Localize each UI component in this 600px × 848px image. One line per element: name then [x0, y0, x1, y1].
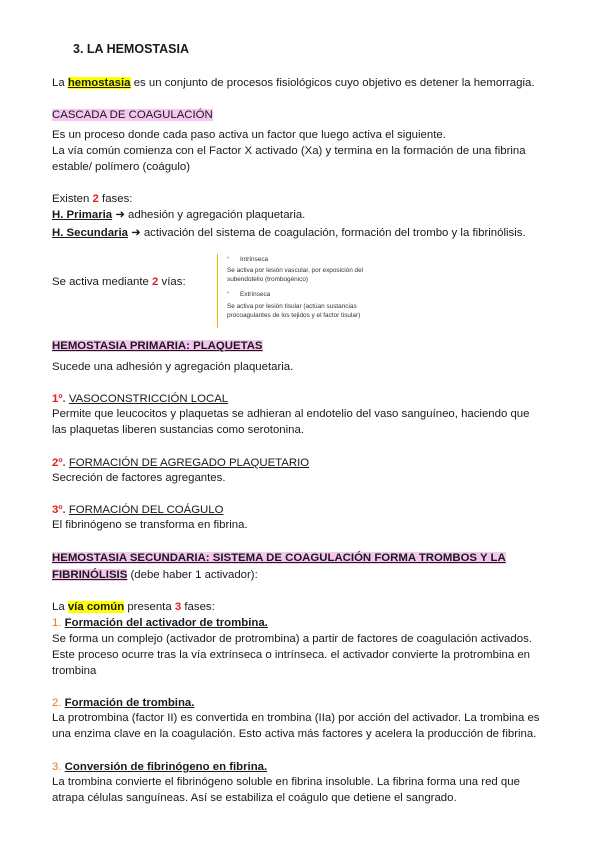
routes-count: 2 [152, 276, 159, 288]
step-1-title: VASOCONSTRICCIÓN LOCAL [68, 393, 229, 405]
step-1-number: 1º. [52, 393, 66, 405]
fase-2-line-2: una enzima clave en la coagulación. Esto activa más factores y acelera la producción de fibrina. [52, 728, 537, 740]
secundaria-heading-text-2: FIBRINÓLISIS [52, 569, 128, 581]
secundaria-heading-post: (debe haber 1 activador): [127, 569, 258, 581]
step-3-heading [52, 503, 223, 518]
step-1-line-2: las plaquetas liberen sustancias como serotonina. [52, 424, 305, 436]
cascade-line-3: estable/ polímero (coágulo) [52, 161, 191, 173]
step-3-number: 3º. [52, 504, 66, 516]
fase-1-line-1: Se forma un complejo (activador de protrombina) a partir de factores de coagulación activados. [52, 633, 532, 645]
phases-post: fases: [98, 193, 133, 205]
primaria-heading-text: HEMOSTASIA PRIMARIA: PLAQUETAS [52, 340, 263, 352]
routes-pre: Se activa mediante [52, 276, 153, 288]
cascade-heading [52, 108, 213, 123]
step-2-heading [52, 456, 309, 471]
intrinseca-title: Intrínseca [240, 256, 269, 263]
step-2-number: 2º. [52, 457, 66, 469]
page-title: 3. LA HEMOSTASIA [73, 42, 189, 56]
extrinseca-bullet-icon: • [227, 290, 230, 297]
primaria-heading [52, 339, 263, 354]
fase-1-line-3: trombina [52, 665, 97, 677]
routes-post: vías: [158, 276, 186, 288]
step-1-line-1: Permite que leucocitos y plaquetas se adhieran al endotelio del vaso sanguíneo, haciendo que [52, 408, 530, 420]
step-3-title: FORMACIÓN DEL COÁGULO [68, 504, 224, 516]
cascade-heading-text: CASCADA DE COAGULACIÓN [52, 109, 213, 121]
via-pre: La [52, 601, 68, 613]
fase-2-number: 2. [52, 697, 62, 709]
intro-post: es un conjunto de procesos fisiológicos cuyo objetivo es detener la hemorragia. [130, 77, 535, 89]
phase-secundaria-text: ➜ activación del sistema de coagulación, formación del trombo y la fibrinólisis. [127, 227, 526, 239]
fase-3-number: 3. [52, 761, 62, 773]
phase-primaria-line [52, 208, 305, 223]
routes-line [52, 275, 186, 290]
primaria-intro: Sucede una adhesión y agregación plaquetaria. [52, 361, 294, 373]
via-comun-term: vía común [67, 601, 125, 613]
intrinseca-bullet-icon: • [227, 255, 230, 262]
extrinseca-line-1: Se activa por lesión tisular (actúan sustancias [227, 303, 357, 310]
secundaria-heading-text-1: HEMOSTASIA SECUNDARIA: SISTEMA DE COAGULACIÓN FORMA TROMBOS Y LA [52, 552, 506, 564]
via-count: 3 [174, 601, 182, 613]
fase-2-line-1: La protrombina (factor II) es convertida en trombina (IIa) por acción del activador. La trombina es [52, 712, 540, 724]
phases-pre: Existen [52, 193, 93, 205]
fase-3-line-1: La trombina convierte el fibrinógeno soluble en fibrina insoluble. La fibrina forma una red que [52, 776, 520, 788]
cascade-line-2: La vía común comienza con el Factor X activado (Xa) y termina en la formación de una fibrina [52, 145, 526, 157]
phases-line [52, 192, 132, 207]
phase-secundaria-label: H. Secundaria [52, 227, 128, 239]
phase-secundaria-line [52, 226, 526, 241]
via-comun-line [52, 600, 215, 615]
hemostasia-term: hemostasia [67, 77, 131, 89]
fase-1-title: Formación del activador de trombina. [64, 617, 268, 629]
fase-1-heading [52, 616, 268, 631]
step-3-line-1: El fibrinógeno se transforma en fibrina. [52, 519, 248, 531]
fase-3-line-2: atrapa células sanguíneas. Así se estabiliza el coágulo que detiene el sangrado. [52, 792, 457, 804]
secundaria-heading-1 [52, 551, 506, 566]
via-post: fases: [181, 601, 215, 613]
fase-3-title: Conversión de fibrinógeno en fibrina. [64, 761, 268, 773]
intrinseca-line-2: subendotelio (trombogénico) [227, 276, 308, 283]
step-1-heading [52, 392, 228, 407]
extrinseca-title: Extrínseca [240, 291, 271, 298]
step-2-title: FORMACIÓN DE AGREGADO PLAQUETARIO [68, 457, 310, 469]
intro-pre: La [52, 77, 68, 89]
fase-1-number: 1. [52, 617, 62, 629]
cascade-line-1: Es un proceso donde cada paso activa un factor que luego activa el siguiente. [52, 129, 446, 141]
fase-2-title: Formación de trombina. [64, 697, 195, 709]
via-mid: presenta [124, 601, 175, 613]
phases-count: 2 [92, 193, 99, 205]
intro-paragraph [52, 76, 535, 91]
step-2-line-1: Secreción de factores agregantes. [52, 472, 226, 484]
intrinseca-line-1: Se activa por lesión vascular, por exposición del [227, 267, 364, 274]
routes-bracket [217, 254, 226, 328]
phase-primaria-text: ➜ adhesión y agregación plaquetaria. [112, 209, 306, 221]
phase-primaria-label: H. Primaria [52, 209, 113, 221]
secundaria-heading-2 [52, 568, 258, 583]
fase-1-line-2: Este proceso ocurre tras la vía extrínseca o intrínseca. el activador convierte la protrombina en [52, 649, 531, 661]
extrinseca-line-2: procoagulantes de los tejidos y el factor tisular) [227, 312, 361, 319]
fase-3-heading [52, 760, 267, 775]
fase-2-heading [52, 696, 194, 711]
